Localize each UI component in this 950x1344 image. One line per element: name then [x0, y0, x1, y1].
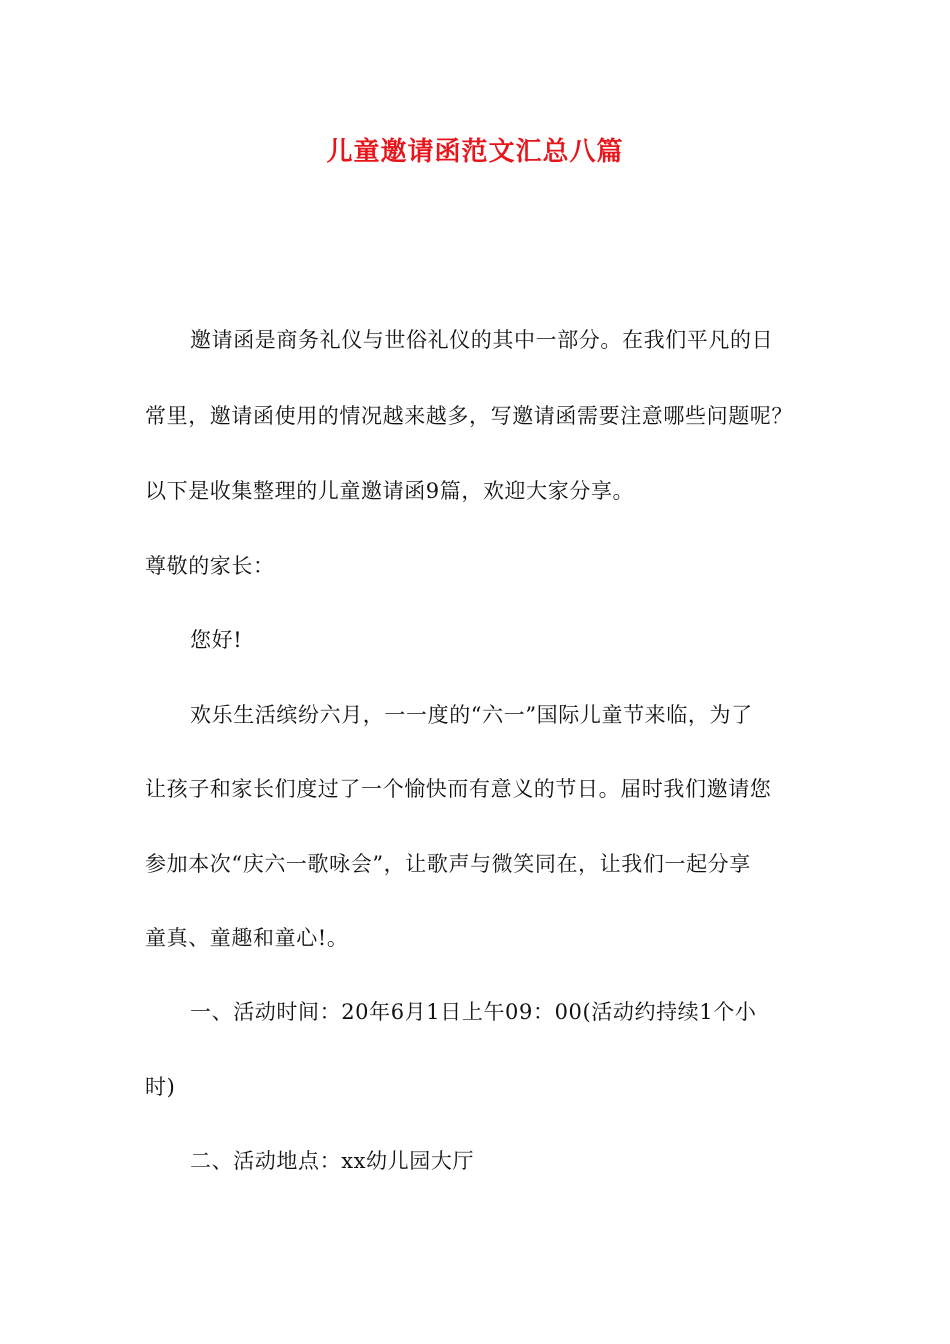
paragraph-line: 欢乐生活缤纷六月，一一度的“六一”国际儿童节来临，为了 — [190, 703, 753, 727]
event-time-line: 一、活动时间：20年6月1日上午09：00(活动约持续1个小 — [190, 1000, 757, 1024]
paragraph-line: 以下是收集整理的儿童邀请函9篇，欢迎大家分享。 — [145, 479, 635, 503]
event-time-line-continued: 时) — [145, 1075, 176, 1099]
event-location-line: 二、活动地点：xx幼儿园大厅 — [190, 1149, 475, 1173]
paragraph-line: 让孩子和家长们度过了一个愉快而有意义的节日。届时我们邀请您 — [145, 777, 772, 801]
paragraph-line: 邀请函是商务礼仪与世俗礼仪的其中一部分。在我们平凡的日 — [190, 328, 774, 352]
paragraph-line: 参加本次“庆六一歌咏会”，让歌声与微笑同在，让我们一起分享 — [145, 852, 751, 876]
paragraph-line: 常里，邀请函使用的情况越来越多，写邀请函需要注意哪些问题呢？ — [145, 404, 793, 428]
salutation: 尊敬的家长： — [145, 554, 275, 578]
document-title: 儿童邀请函范文汇总八篇 — [326, 137, 624, 167]
greeting: 您好! — [190, 628, 243, 652]
paragraph-line: 童真、童趣和童心!。 — [145, 926, 349, 950]
